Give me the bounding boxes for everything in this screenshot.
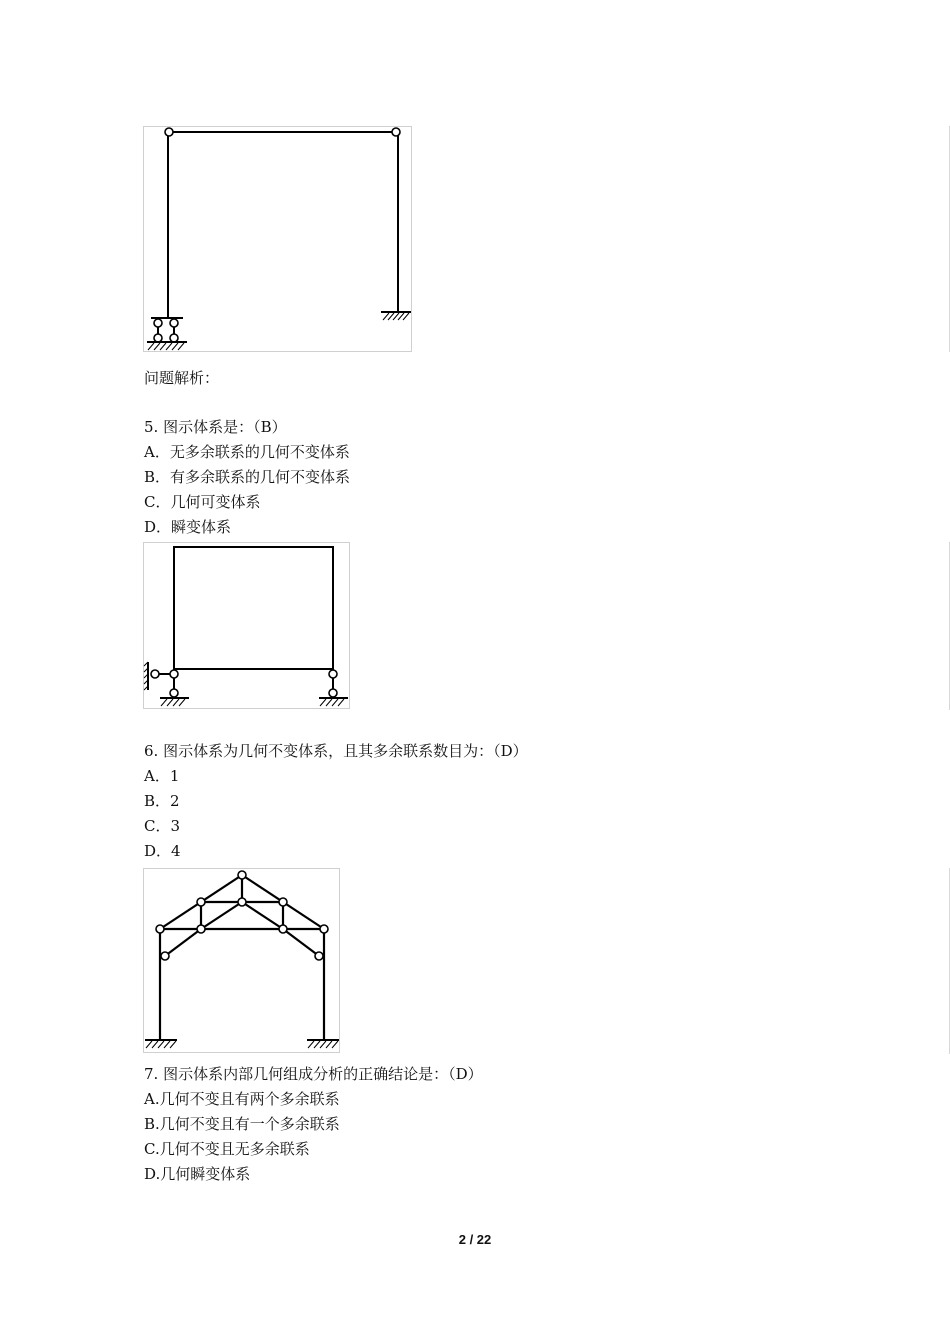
question-6-option-d: D．4 (144, 842, 181, 860)
figure-portal-frame (143, 126, 413, 352)
question-5-option-b: B．有多余联系的几何不变体系 (144, 468, 351, 486)
question-6-option-b: B．2 (144, 792, 180, 810)
section-heading: 问题解析： (144, 369, 220, 387)
question-7-option-a: A.几何不变且有两个多余联系 (144, 1090, 340, 1108)
question-5-stem: 5. 图示体系是：（B） (144, 418, 287, 436)
question-7-option-b: B.几何不变且有一个多余联系 (144, 1115, 340, 1133)
question-7-option-c: C.几何不变且无多余联系 (144, 1140, 310, 1158)
question-7-option-d: D.几何瞬变体系 (144, 1165, 251, 1183)
figure-closed-frame (143, 542, 351, 710)
page-number: 2 / 22 (458, 1232, 492, 1247)
question-6-option-c: C．3 (144, 817, 181, 835)
question-6-stem: 6. 图示体系为几何不变体系，且其多余联系数目为：（D） (144, 742, 528, 760)
question-7-stem: 7. 图示体系内部几何组成分析的正确结论是：（D） (144, 1065, 483, 1083)
question-6-option-a: A．1 (144, 767, 180, 785)
question-5-option-c: C．几何可变体系 (144, 493, 261, 511)
question-5-option-a: A．无多余联系的几何不变体系 (144, 443, 350, 461)
figure-truss-frame (143, 868, 341, 1054)
question-5-option-d: D．瞬变体系 (144, 518, 232, 536)
